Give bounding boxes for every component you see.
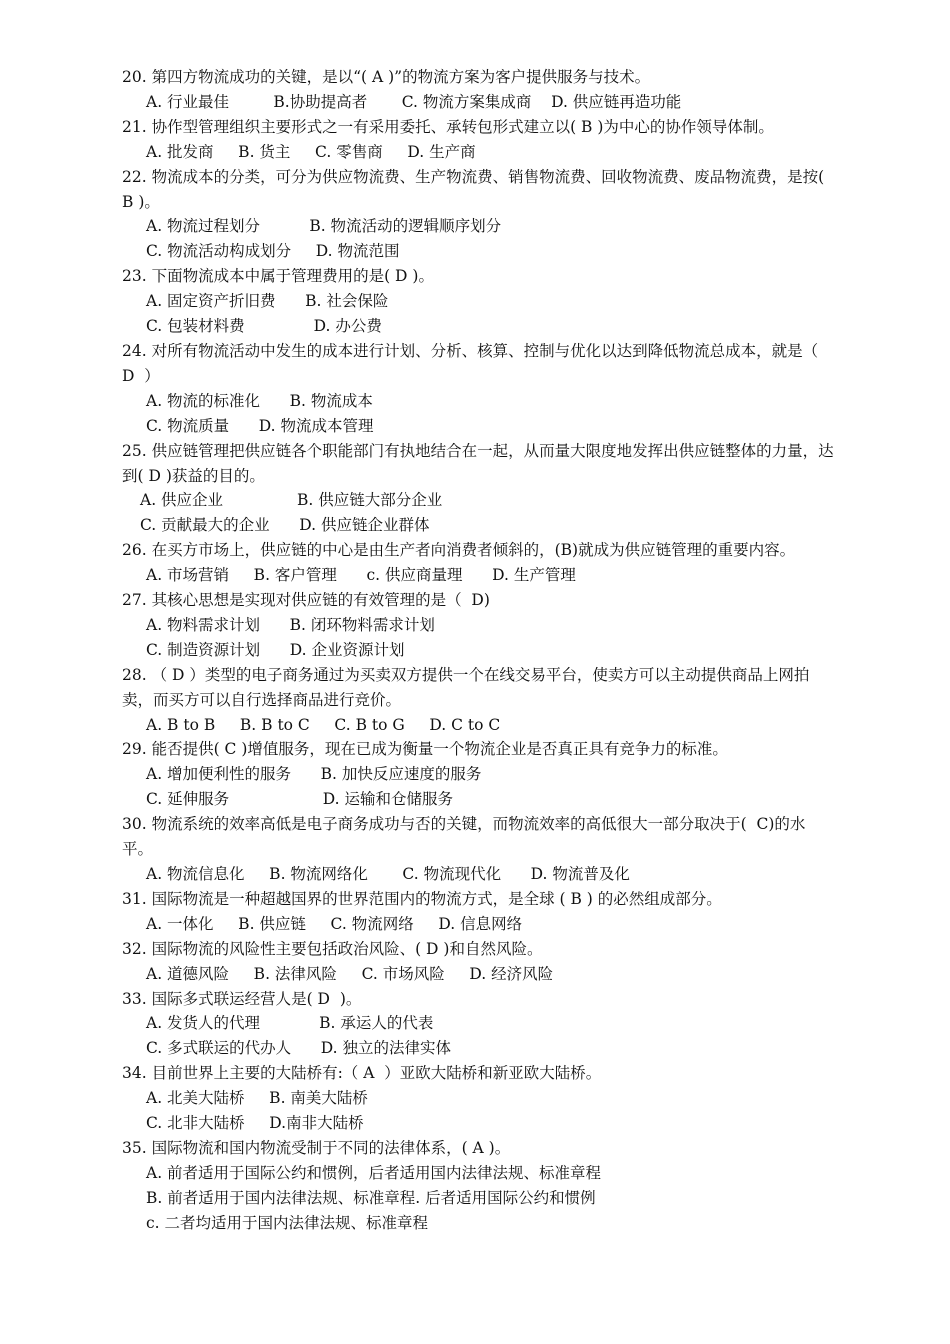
answer-options: B. 前者适用于国内法律法规、标准章程. 后者适用国际公约和惯例	[146, 1188, 596, 1207]
question-stem: 34. 目前世界上主要的大陆桥有:（ A ）亚欧大陆桥和新亚欧大陆桥。	[122, 1064, 602, 1083]
question-block	[122, 1136, 834, 1236]
answer-options: A. 市场营销 B. 客户管理 c. 供应商量理 D. 生产管理	[146, 566, 576, 585]
question-stem: 28. （ D ）类型的电子商务通过为买卖双方提供一个在线交易平台，使卖方可以主动提供商品上网拍卖，而买方可以自行选择商品进行竞价。	[122, 665, 810, 709]
question-block	[122, 987, 834, 1062]
question-stem: 33. 国际多式联运经营人是( D )。	[122, 989, 362, 1008]
question-block	[122, 937, 834, 987]
answer-options: A. 增加便利性的服务 B. 加快反应速度的服务	[146, 765, 482, 784]
question-block	[122, 264, 834, 339]
answer-options: C. 多式联运的代办人 D. 独立的法律实体	[146, 1039, 451, 1058]
answer-options: A. 道德风险 B. 法律风险 C. 市场风险 D. 经济风险	[146, 964, 554, 983]
answer-options: C. 包装材料费 D. 办公费	[146, 317, 382, 336]
answer-options: C. 贡献最大的企业 D. 供应链企业群体	[140, 516, 430, 535]
answer-options: A. 一体化 B. 供应链 C. 物流网络 D. 信息网络	[146, 914, 523, 933]
question-stem: 32. 国际物流的风险性主要包括政治风险、( D )和自然风险。	[122, 939, 543, 958]
question-stem: 23. 下面物流成本中属于管理费用的是( D )。	[122, 267, 434, 286]
answer-options: A. 供应企业 B. 供应链大部分企业	[140, 491, 443, 510]
question-stem: 27. 其核心思想是实现对供应链的有效管理的是（ D)	[122, 591, 490, 610]
answer-options: C. 制造资源计划 D. 企业资源计划	[146, 640, 405, 659]
question-block	[122, 588, 834, 663]
answer-options: A. 物流的标准化 B. 物流成本	[146, 391, 373, 410]
question-block	[122, 339, 834, 439]
answer-options: A. 物流信息化 B. 物流网络化 C. 物流现代化 D. 物流普及化	[146, 865, 630, 883]
question-stem: 30. 物流系统的效率高低是电子商务成功与否的关键，而物流效率的高低很大一部分取决于( C)的水平。	[122, 815, 806, 859]
question-block	[122, 115, 834, 165]
question-stem: 24. 对所有物流活动中发生的成本进行计划、分析、核算、控制与优化以达到降低物流总成本，就是（ D ）	[122, 341, 833, 385]
question-block	[122, 439, 834, 539]
question-block	[122, 538, 834, 588]
answer-options: A. 固定资产折旧费 B. 社会保险	[146, 292, 389, 311]
answer-options: A. B to B B. B to C C. B to G D. C to C	[146, 715, 501, 734]
question-stem: 35. 国际物流和国内物流受制于不同的法律体系，( A )。	[122, 1138, 511, 1157]
question-stem: 22. 物流成本的分类，可分为供应物流费、生产物流费、销售物流费、回收物流费、废品物流费，是按( B )。	[122, 167, 830, 211]
question-block	[122, 65, 834, 115]
answer-options: A. 行业最佳 B.协助提高者 C. 物流方案集成商 D. 供应链再造功能	[146, 92, 682, 111]
answer-options: A. 前者适用于国际公约和惯例，后者适用国内法律法规、标准章程	[146, 1163, 602, 1182]
answer-options: A. 北美大陆桥 B. 南美大陆桥	[146, 1089, 368, 1108]
question-stem: 25. 供应链管理把供应链各个职能部门有执地结合在一起，从而量大限度地发挥出供应链整体的力量，达到( D )获益的目的。	[122, 441, 834, 485]
question-block	[122, 663, 834, 738]
answer-options: A. 物流过程划分 B. 物流活动的逻辑顺序划分	[146, 217, 502, 236]
answer-options: C. 物流活动构成划分 D. 物流范围	[146, 242, 400, 261]
question-stem: 20. 第四方物流成功的关键，是以“( A )”的物流方案为客户提供服务与技术。	[122, 68, 651, 86]
question-stem: 21. 协作型管理组织主要形式之一有采用委托、承转包形式建立以( B )为中心的协作领导体制。	[122, 117, 774, 136]
question-block	[122, 812, 834, 887]
question-block	[122, 887, 834, 937]
answer-options: C. 北非大陆桥 D.南非大陆桥	[146, 1114, 364, 1133]
question-block	[122, 737, 834, 812]
question-block	[122, 1061, 834, 1136]
question-stem: 26. 在买方市场上，供应链的中心是由生产者向消费者倾斜的，(B)就成为供应链管理的重要内容。	[122, 541, 796, 560]
answer-options: A. 发货人的代理 B. 承运人的代表	[146, 1014, 434, 1033]
answer-options: c. 二者均适用于国内法律法规、标准章程	[146, 1213, 429, 1232]
question-block	[122, 165, 834, 265]
question-stem: 31. 国际物流是一种超越国界的世界范围内的物流方式，是全球 ( B ) 的必然组成部分。	[122, 889, 722, 908]
question-list	[122, 65, 834, 1236]
answer-options: C. 延伸服务 D. 运输和仓储服务	[146, 790, 454, 809]
answer-options: A. 批发商 B. 货主 C. 零售商 D. 生产商	[146, 142, 476, 161]
answer-options: A. 物料需求计划 B. 闭环物料需求计划	[146, 615, 435, 634]
answer-options: C. 物流质量 D. 物流成本管理	[146, 416, 374, 435]
question-stem: 29. 能否提供( C )增值服务，现在已成为衡量一个物流企业是否真正具有竞争力的标准。	[122, 740, 728, 759]
